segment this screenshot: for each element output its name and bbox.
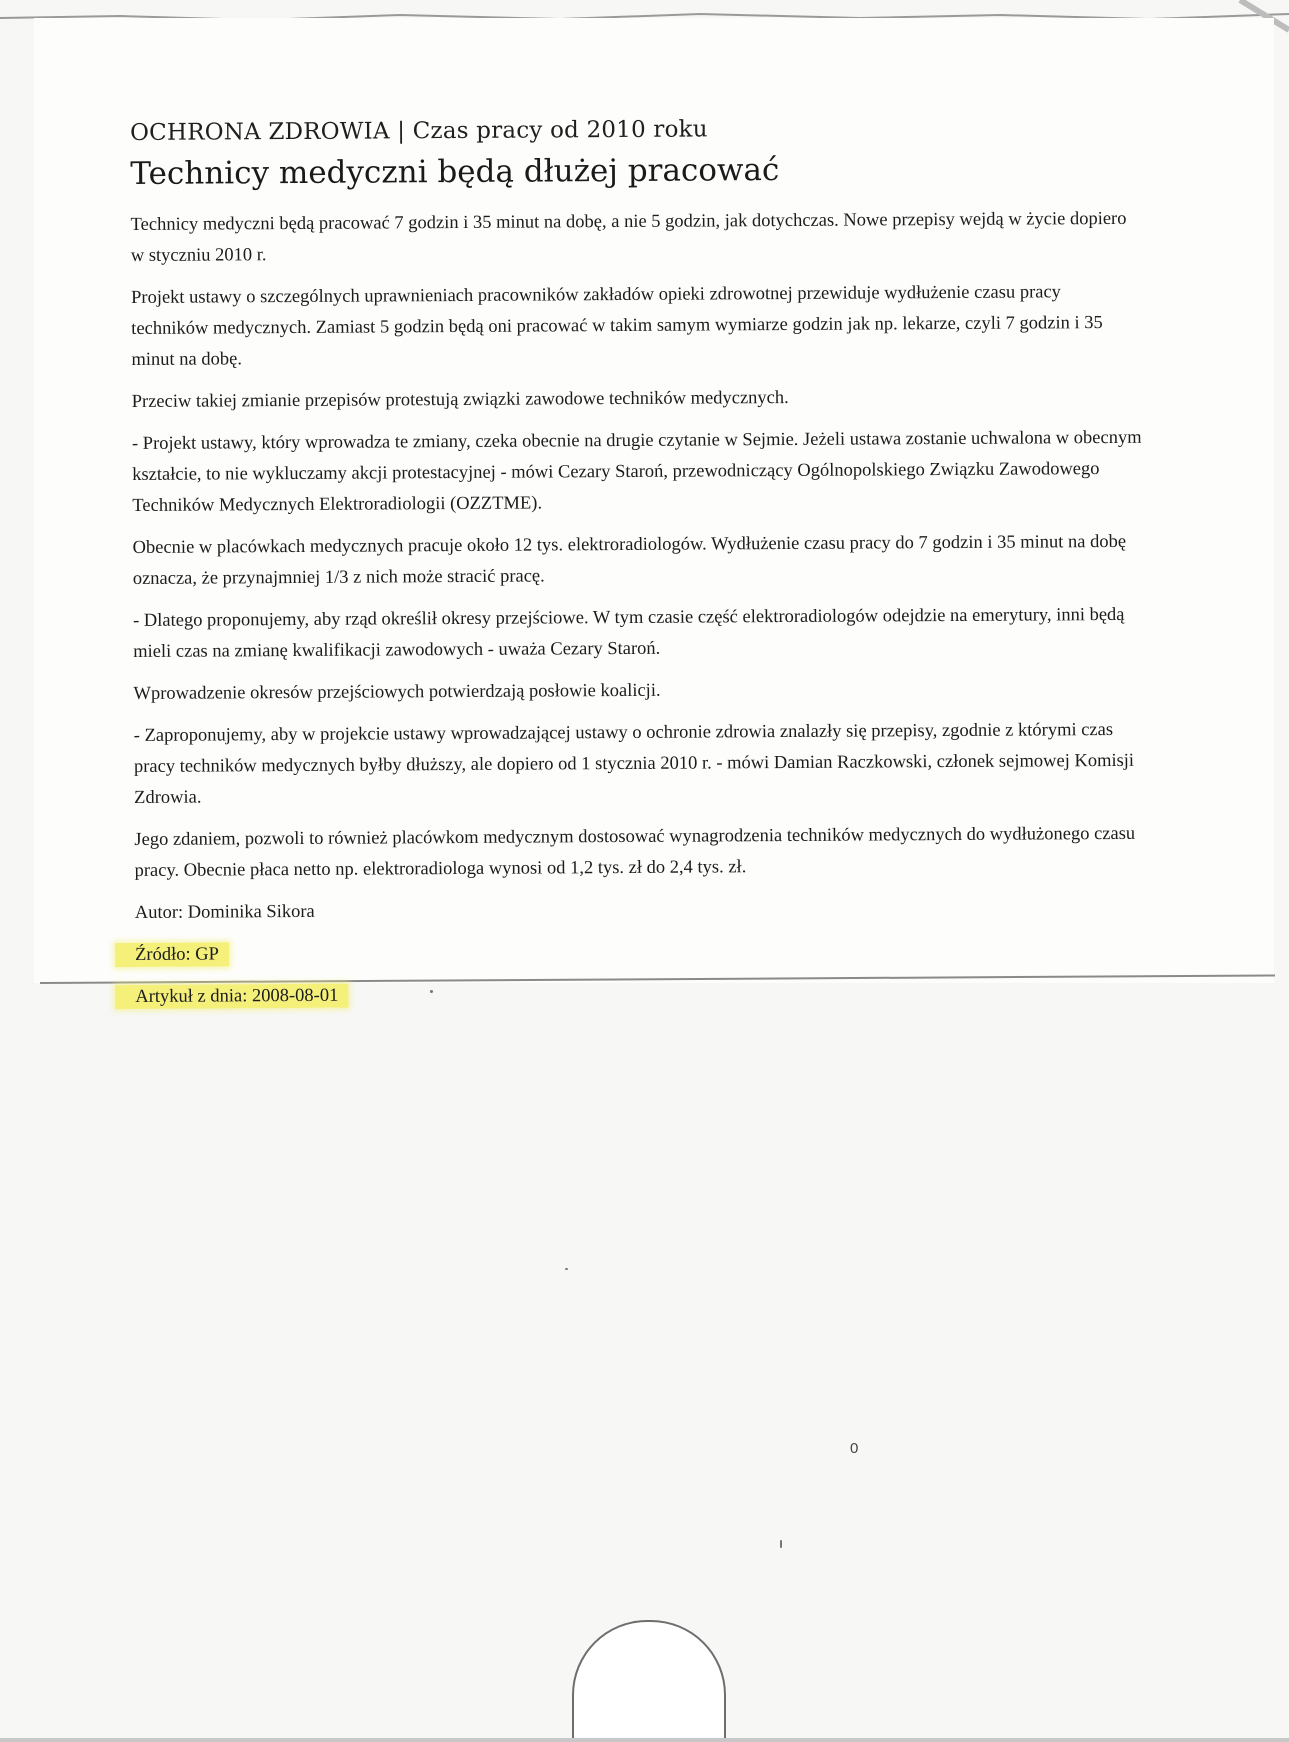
article-author: Autor: Dominika Sikora: [134, 901, 315, 923]
article-headline: Technicy medyczni będą dłużej pracować: [130, 152, 780, 192]
paragraph: - Zaproponujemy, aby w projekcie ustawy wprowadzającej ustawy o ochronie zdrowia znalazły się przepisy, zgodnie z którymi czas pracy techników medycznych byłby dłuższy, ale dopiero od 1 stycznia 2010 r. - mówi Damian Raczkowski, członek sejmowej Komisji Zdrowia.: [133, 720, 1135, 808]
dust-speck: [430, 990, 433, 993]
article-date: Artykuł z dnia: 2008-08-01: [115, 984, 348, 1009]
dust-speck: [565, 1268, 568, 1270]
paragraph: - Projekt ustawy, który wprowadza te zmiany, czeka obecnie na drugie czytanie w Sejmie. Jeżeli ustawa zostanie uchwalona w obecnym kształcie, to nie wykluczamy akcji protestacyjnej - mówi Cezary Staroń, przewodniczący Ogólnopolskiego Związku Zawodowego Techników Medycznych Elektroradiologii (OZZTME).: [131, 427, 1142, 516]
article-source: Źródło: GP: [115, 942, 229, 967]
paragraph: Projekt ustawy o szczególnych uprawnieniach pracowników zakładów opieki zdrowotnej przewiduje wydłużenie czasu pracy techników medycznych. Zamiast 5 godzin będą oni pracować w takim samym wymiarze godzin jak np. lekarze, czyli 7 godzin i 35 minut na dobę.: [131, 282, 1103, 370]
paragraph: Obecnie w placówkach medycznych pracuje około 12 tys. elektroradiologów. Wydłużenie czasu pracy do 7 godzin i 35 minut na dobę oznacza, że przynajmniej 1/3 z nich może stracić pracę.: [132, 531, 1127, 589]
paragraph: Wprowadzenie okresów przejściowych potwierdzają posłowie koalicji.: [133, 680, 661, 704]
page-mark: 0: [850, 1440, 859, 1457]
paragraph-lead: Technicy medyczni będą pracować 7 godzin i 35 minut na dobę, a nie 5 godzin, jak dotychczas. Nowe przepisy wejdą w życie dopiero w styczniu 2010 r.: [130, 208, 1127, 266]
bottom-edge: [0, 1738, 1289, 1742]
article-date-line: [135, 976, 1145, 1013]
paragraph: - Dlatego proponujemy, aby rząd określił okresy przejściowe. W tym czasie część elektroradiologów odejdzie na emerytury, inni będą mieli czas na zmianę kwalifikacji zawodowych - uważa Cezary Staroń.: [132, 604, 1125, 662]
article: [130, 114, 1146, 1024]
article-source-line: [135, 934, 1145, 971]
folder-thumb-notch: [572, 1620, 726, 1742]
article-kicker: OCHRONA ZDROWIA | Czas pracy od 2010 roku: [130, 116, 708, 146]
paragraph: Przeciw takiej zmianie przepisów protestują związki zawodowe techników medycznych.: [131, 387, 789, 412]
paragraph: Jego zdaniem, pozwoli to również placówkom medycznym dostosować wynagrodzenia techników medycznych do wydłużonego czasu pracy. Obecnie płaca netto np. elektroradiologa wynosi od 1,2 tys. zł do 2,4 tys. zł.: [134, 823, 1136, 881]
dust-speck: [780, 1540, 782, 1548]
